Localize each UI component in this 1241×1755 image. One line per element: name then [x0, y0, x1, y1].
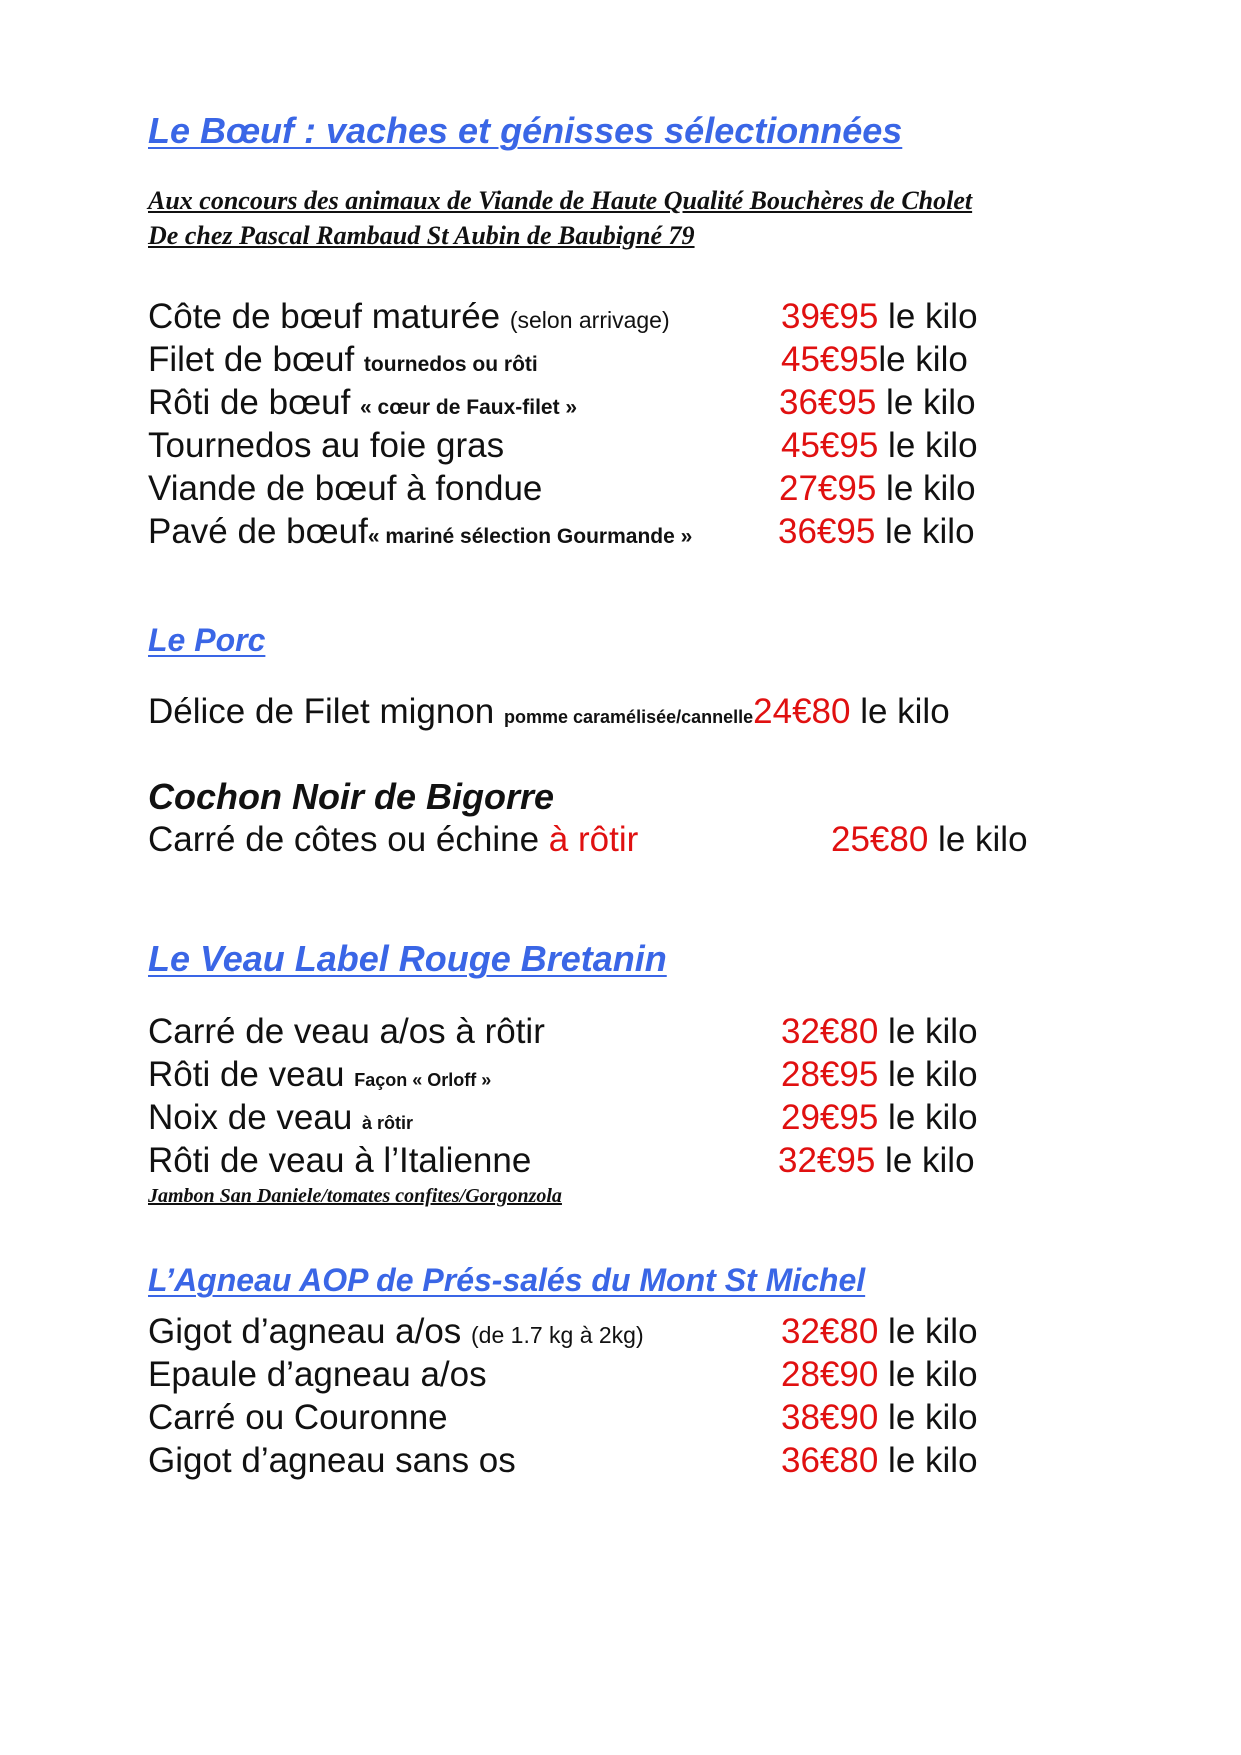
product-row	[148, 1139, 1048, 1183]
product-name: Délice de Filet mignon pomme caramélisée/cannelle24€80 le kilo	[148, 692, 950, 731]
product-name: Pavé de bœuf« mariné sélection Gourmande »	[148, 512, 693, 551]
subsection-title-cochon-noir: Cochon Noir de Bigorre	[148, 776, 555, 817]
product-price: 27€95 le kilo	[779, 469, 976, 508]
product-name: Viande de bœuf à fondue	[148, 469, 543, 508]
product-row	[148, 1053, 1048, 1097]
product-price: 29€95 le kilo	[781, 1098, 978, 1137]
product-detail: (selon arrivage)	[509, 307, 670, 333]
product-name: Côte de bœuf maturée (selon arrivage)	[148, 297, 670, 336]
product-price: 36€95 le kilo	[779, 383, 976, 422]
product-name: Noix de veau à rôtir	[148, 1098, 414, 1137]
product-name: Rôti de bœuf « cœur de Faux-filet »	[148, 383, 578, 422]
product-price: 28€95 le kilo	[781, 1055, 978, 1094]
product-price: 32€80 le kilo	[781, 1312, 978, 1351]
product-price: 45€95 le kilo	[781, 426, 978, 465]
product-row	[148, 467, 1048, 511]
product-row	[148, 295, 1048, 339]
product-price: 32€95 le kilo	[778, 1141, 975, 1180]
product-price: 36€95 le kilo	[778, 512, 975, 551]
product-name: Epaule d’agneau a/os	[148, 1355, 487, 1394]
product-name: Carré ou Couronne	[148, 1398, 448, 1437]
product-detail: pomme caramélisée/cannelle	[504, 707, 754, 727]
boeuf-subtitle-1: Aux concours des animaux de Viande de Haute Qualité Bouchères de Cholet	[148, 186, 973, 215]
veau-note: Jambon San Daniele/tomates confites/Gorgonzola	[148, 1185, 562, 1207]
product-row	[148, 1396, 1048, 1440]
product-detail: (de 1.7 kg à 2kg)	[471, 1322, 644, 1348]
product-name: Gigot d’agneau sans os	[148, 1441, 516, 1480]
product-price: 32€80 le kilo	[781, 1012, 978, 1051]
product-detail: tournedos ou rôti	[363, 353, 538, 376]
section-title-veau: Le Veau Label Rouge Bretanin	[148, 938, 667, 979]
product-detail: « mariné sélection Gourmande »	[367, 525, 693, 548]
product-price: 24€80	[753, 692, 851, 731]
product-row	[148, 338, 1048, 382]
product-name: Rôti de veau à l’Italienne	[148, 1141, 532, 1180]
product-price: 28€90 le kilo	[781, 1355, 978, 1394]
product-row	[148, 1310, 1048, 1354]
product-row	[148, 1096, 1048, 1140]
product-row	[148, 818, 1148, 862]
section-title-boeuf: Le Bœuf : vaches et génisses sélectionnées	[148, 110, 903, 151]
product-row	[148, 1439, 1048, 1483]
product-row	[148, 424, 1048, 468]
product-row	[148, 510, 1048, 554]
product-row	[148, 1010, 1048, 1054]
product-name: Filet de bœuf tournedos ou rôti	[148, 340, 538, 379]
product-name: Gigot d’agneau a/os (de 1.7 kg à 2kg)	[148, 1312, 644, 1351]
product-name: Carré de veau a/os à rôtir	[148, 1012, 545, 1051]
product-price: 39€95 le kilo	[781, 297, 978, 336]
product-detail: à rôtir	[362, 1113, 414, 1133]
product-price: 45€95le kilo	[781, 340, 968, 379]
boeuf-subtitle-2: De chez Pascal Rambaud St Aubin de Baubigné 79	[148, 221, 695, 250]
product-name: Tournedos au foie gras	[148, 426, 505, 465]
product-row	[148, 1353, 1048, 1397]
product-detail: à rôtir	[548, 820, 639, 859]
product-name: Carré de côtes ou échine à rôtir	[148, 820, 639, 859]
product-detail: Façon « Orloff »	[354, 1070, 492, 1090]
product-price: 25€80 le kilo	[831, 820, 1028, 859]
product-price: 36€80 le kilo	[781, 1441, 978, 1480]
section-title-agneau: L’Agneau AOP de Prés-salés du Mont St Michel	[148, 1262, 866, 1298]
product-row	[148, 690, 1148, 734]
section-title-porc: Le Porc	[148, 622, 266, 658]
product-price: 38€90 le kilo	[781, 1398, 978, 1437]
product-detail: « cœur de Faux-filet »	[360, 396, 578, 419]
product-row	[148, 381, 1048, 425]
product-name: Rôti de veau Façon « Orloff »	[148, 1055, 492, 1094]
